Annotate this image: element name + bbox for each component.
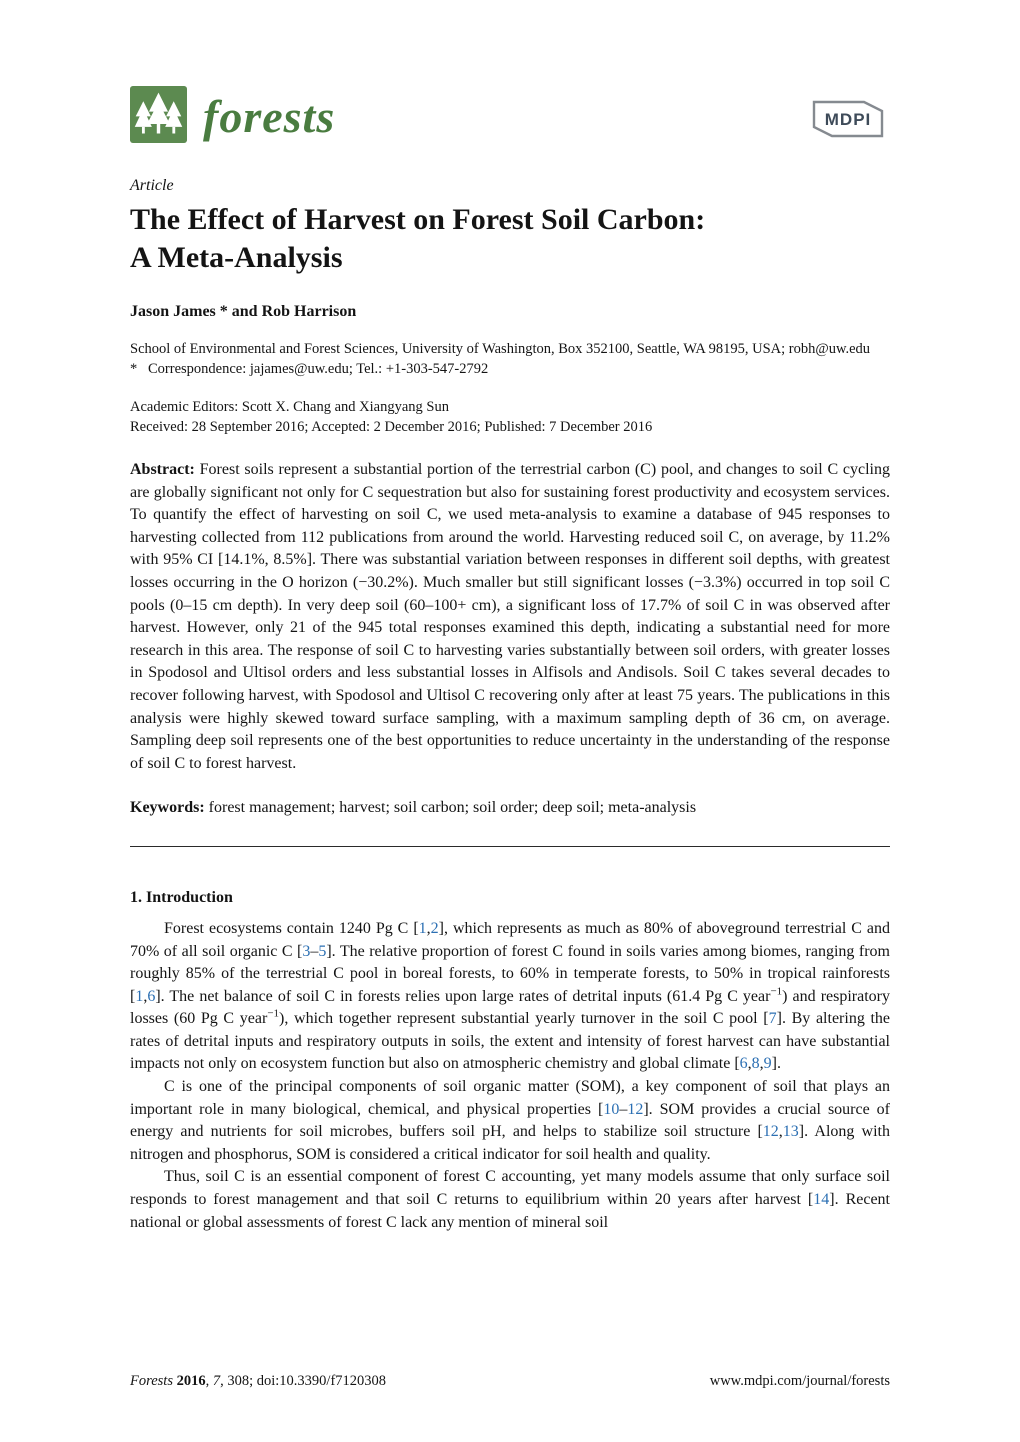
correspondence-marker: * <box>130 361 138 377</box>
citation-link[interactable]: 12 <box>762 1123 779 1141</box>
dates-line: Received: 28 September 2016; Accepted: 2 December 2016; Published: 7 December 2016 <box>130 419 653 435</box>
citation-link[interactable]: 6 <box>739 1055 748 1073</box>
citation-link[interactable]: 3 <box>302 942 311 960</box>
mdpi-logo-icon <box>806 96 890 142</box>
citation-link[interactable]: 13 <box>782 1123 799 1141</box>
editors-block <box>130 397 890 437</box>
editors-line: Academic Editors: Scott X. Chang and Xiangyang Sun <box>130 399 449 415</box>
page-footer <box>130 1373 890 1390</box>
footer-citation: Forests 2016, 7, 308; doi:10.3390/f7120308 <box>130 1373 387 1389</box>
citation-link[interactable]: 9 <box>763 1055 772 1073</box>
journal-wordmark: forests <box>203 91 336 142</box>
title-line-2: A Meta-Analysis <box>130 241 343 274</box>
citation-link[interactable]: 14 <box>813 1191 830 1209</box>
intro-paragraph-1: Forest ecosystems contain 1240 Pg C [1,2], which represents as much as 80% of aboveground terrestrial C and 70% of all soil organic C [3–5]. The relative proportion of forest C found in soils varies among biomes, ranging from roughly 85% of the terrestrial C pool in boreal forests, to 60% in temperate forests, to 50% in tropical rainforests [1,6]. The net balance of soil C in forests relies upon large rates of detrital inputs (61.4 Pg C year$^{-1}$) and respiratory losses (60 Pg C year$^{-1}$), which together represent substantial yearly turnover in the soil C pool [7]. By altering the rates of detrital inputs and respiratory outputs in soils, the extent and intensity of forest harvest can have substantial impacts not only on ecosystem function but also on atmospheric chemistry and global climate [6,8,9]. <box>130 919 891 1073</box>
abstract <box>130 459 890 775</box>
footer-journal-url[interactable]: www.mdpi.com/journal/forests <box>709 1373 890 1389</box>
citation-link[interactable]: 10 <box>603 1100 620 1118</box>
abstract-text: Forest soils represent a substantial portion of the terrestrial carbon (C) pool, and changes to soil C cycling are globally significant not only for C sequestration but also for sustaining forest productivity and ecosystem services. To quantify the effect of harvesting on soil C, we used meta-analysis to examine a database of 945 responses to harvesting collected from 112 publications from around the world. Harvesting reduced soil C, on average, by 11.2% with 95% CI [14.1%, 8.5%]. There was substantial variation between responses in different soil depths, with greatest losses occurring in the O horizon (−30.2%). Much smaller but still significant losses (−3.3%) occurred in top soil C pools (0–15 cm depth). In very deep soil (60–100+ cm), a significant loss of 17.7% of soil C in was observed after harvest. However, only 21 of the 945 total responses examined this depth, indicating a substantial need for more research in this area. The response of soil C to harvesting varies substantially between soil orders, with greater losses in Spodosol and Ultisol orders and less substantial losses in Alfisols and Andisols. Soil C takes several decades to recover following harvest, with Spodosol and Ultisol C recovering only after at least 75 years. The publications in this analysis were highly skewed toward surface sampling, with a maximum sampling depth of 36 cm, on average. Sampling deep soil represents one of the best opportunities to reduce uncertainty in the understanding of the response of soil C to forest harvest. <box>130 461 891 772</box>
keywords <box>130 797 890 820</box>
citation-link[interactable]: 2 <box>430 919 439 937</box>
intro-paragraph-3: Thus, soil C is an essential component of forest C accounting, yet many models assume that only surface soil responds to forest management and that soil C returns to equilibrium within 20 years after harvest [14]. Recent national or global assessments of forest C lack any mention of mineral soil <box>130 1168 891 1231</box>
keywords-label: Keywords: <box>130 799 205 817</box>
citation-link[interactable]: 12 <box>627 1100 644 1118</box>
citation-link[interactable]: 6 <box>147 987 156 1005</box>
intro-paragraph-2: C is one of the principal components of soil organic matter (SOM), a key component of soil that plays an important role in many biological, chemical, and physical properties [10–12]. SOM provides a crucial source of energy and nutrients for soil microbes, buffers soil pH, and helps to stabilize soil structure [12,13]. Along with nitrogen and phosphorus, SOM is considered a critical indicator for soil health and quality. <box>130 1078 891 1163</box>
citation-link[interactable]: 5 <box>318 942 327 960</box>
article-type-label: Article <box>130 177 174 194</box>
affiliation-text: School of Environmental and Forest Sciences, University of Washington, Box 352100, Seattle, WA 98195, USA; robh@uw.edu <box>130 341 871 357</box>
citation-link[interactable]: 1 <box>418 919 427 937</box>
correspondence-text: Correspondence: jajames@uw.edu; Tel.: +1-303-547-2792 <box>148 361 489 377</box>
authors-line: Jason James * and Rob Harrison <box>130 303 357 320</box>
section-heading-introduction: 1. Introduction <box>130 888 233 906</box>
citation-link[interactable]: 1 <box>135 987 144 1005</box>
forests-logo-icon <box>130 86 187 143</box>
affiliation-block <box>130 339 890 379</box>
citation-link[interactable]: 8 <box>751 1055 760 1073</box>
mdpi-logo-text: MDPI <box>824 110 872 129</box>
keywords-text: forest management; harvest; soil carbon; soil order; deep soil; meta-analysis <box>208 799 697 817</box>
title-line-1: The Effect of Harvest on Forest Soil Carbon: <box>130 203 706 236</box>
mdpi-logo <box>806 96 890 147</box>
abstract-label: Abstract: <box>130 461 195 478</box>
page-header <box>130 86 890 147</box>
citation-link[interactable]: 7 <box>768 1010 777 1028</box>
correspondence-line <box>130 359 890 379</box>
section-divider <box>130 846 890 847</box>
introduction-body <box>130 918 890 1234</box>
page-title <box>130 201 890 277</box>
journal-logo <box>130 86 335 143</box>
